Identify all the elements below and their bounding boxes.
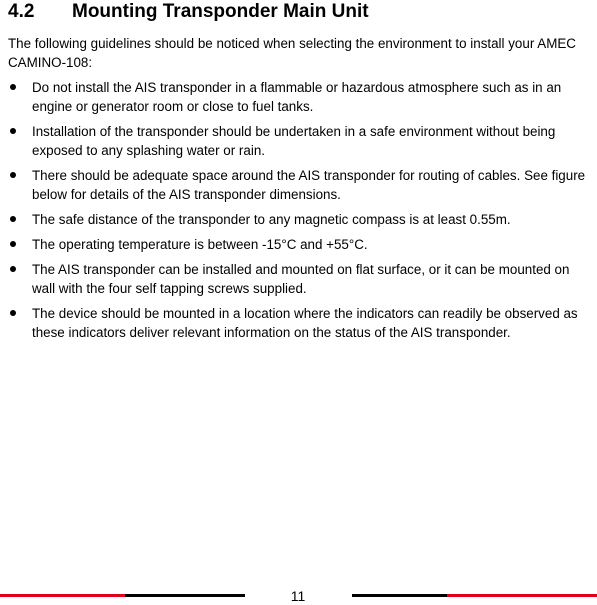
guideline-list xyxy=(8,78,593,348)
list-item xyxy=(8,78,593,116)
list-item-text: The device should be mounted in a location where the indicators can readily be observed as these indicators deliver relevant information on the status of the AIS transponder. xyxy=(32,306,578,340)
list-item-text: Do not install the AIS transponder in a flammable or hazardous atmosphere such as in an engine or generator room or close to fuel tanks. xyxy=(32,80,562,114)
list-item xyxy=(8,210,593,229)
section-heading xyxy=(8,0,369,24)
footer-bar-red-right xyxy=(447,594,597,597)
page-number: 11 xyxy=(290,588,306,604)
list-item xyxy=(8,304,593,342)
bullet-icon xyxy=(10,172,16,178)
list-item xyxy=(8,235,593,254)
bullet-icon xyxy=(10,310,16,316)
list-item-text: The operating temperature is between -15°C and +55°C. xyxy=(32,237,368,252)
bullet-icon xyxy=(10,241,16,247)
bullet-icon xyxy=(10,266,16,272)
section-number: 4.2 xyxy=(8,1,35,22)
list-item-text: The safe distance of the transponder to any magnetic compass is at least 0.55m. xyxy=(32,212,511,227)
footer-bar-black-left xyxy=(125,594,245,597)
list-item xyxy=(8,122,593,160)
footer-bar-black-right xyxy=(352,594,447,597)
bullet-icon xyxy=(10,84,16,90)
list-item xyxy=(8,166,593,204)
footer-bar-red-left xyxy=(0,594,125,597)
list-item xyxy=(8,260,593,298)
list-item-text: There should be adequate space around the AIS transponder for routing of cables. See figure below for details of the AIS transponder dimensions. xyxy=(32,168,586,202)
bullet-icon xyxy=(10,128,16,134)
intro-paragraph: The following guidelines should be noticed when selecting the environment to install your AMEC CAMINO-108: xyxy=(8,36,576,70)
list-item-text: The AIS transponder can be installed and mounted on flat surface, or it can be mounted on wall with the four self tapping screws supplied. xyxy=(32,262,570,296)
section-title: Mounting Transponder Main Unit xyxy=(72,1,369,22)
list-item-text: Installation of the transponder should be undertaken in a safe environment without being exposed to any splashing water or rain. xyxy=(32,124,556,158)
bullet-icon xyxy=(10,216,16,222)
